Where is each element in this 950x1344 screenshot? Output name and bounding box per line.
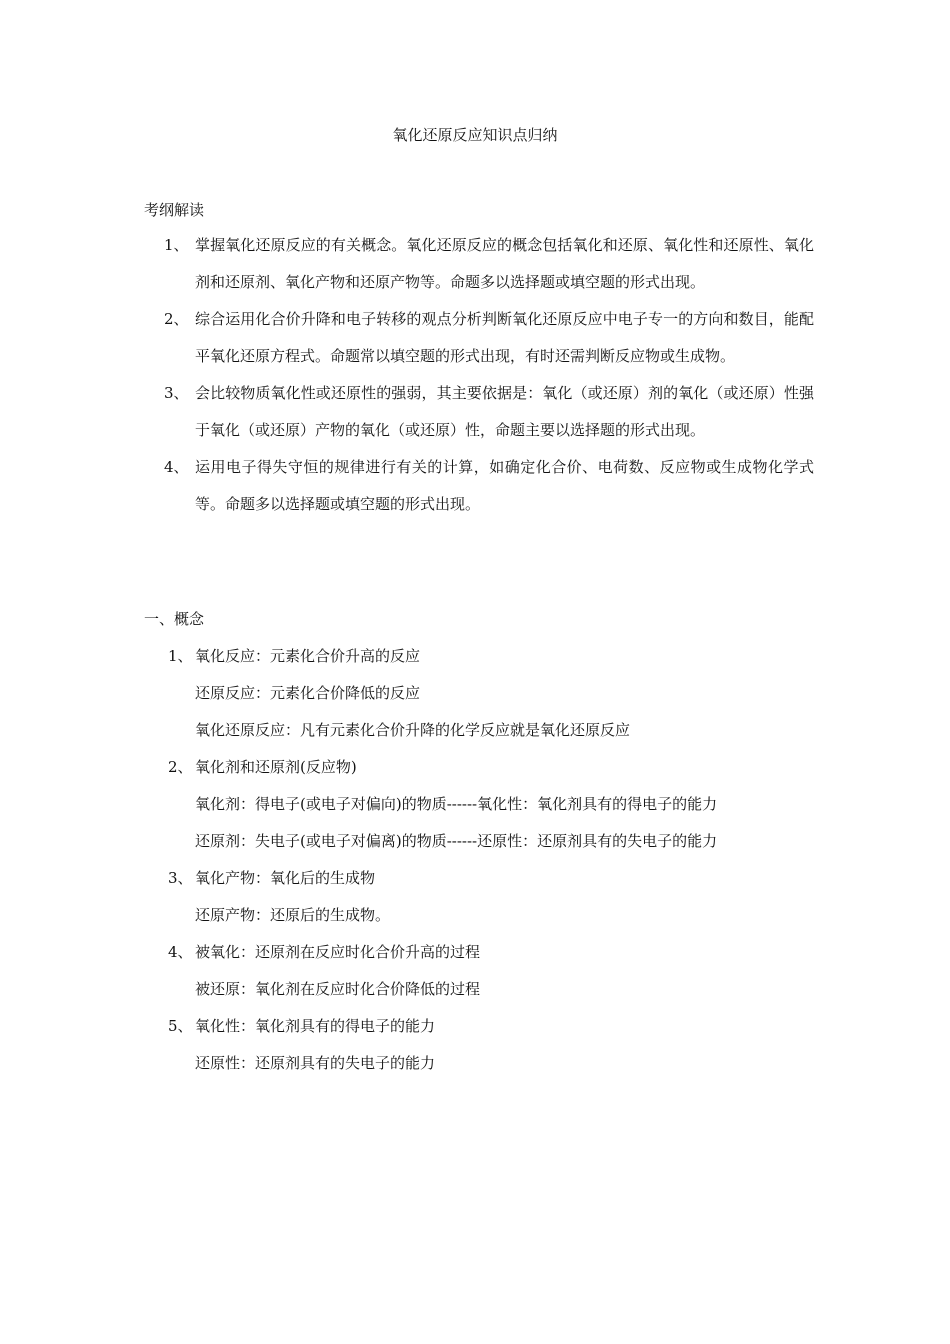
syllabus-heading: 考纲解读 xyxy=(144,201,205,219)
syllabus-item xyxy=(164,301,814,375)
syllabus-item-number: 3、 xyxy=(164,384,189,402)
concept-line xyxy=(168,638,808,675)
concept-number: 4、 xyxy=(168,943,193,961)
document-title: 氧化还原反应知识点归纳 xyxy=(392,126,558,144)
syllabus-item-number: 2、 xyxy=(164,310,189,328)
syllabus-item-text: 综合运用化合价升降和电子转移的观点分析判断氧化还原反应中电子专一的方向和数目，能配平氧化还原方程式。命题常以填空题的形式出现，有时还需判断反应物或生成物。 xyxy=(195,310,814,365)
concept-line: 还原反应：元素化合价降低的反应 xyxy=(195,684,421,702)
syllabus-item-text: 运用电子得失守恒的规律进行有关的计算，如确定化合价、电荷数、反应物或生成物化学式等。命题多以选择题或填空题的形式出现。 xyxy=(195,458,814,513)
concept-line: 还原产物：还原后的生成物。 xyxy=(195,906,391,924)
concept-number: 5、 xyxy=(168,1017,193,1035)
concept-text: 氧化剂和还原剂(反应物) xyxy=(195,758,357,776)
concept-line: 被还原：氧化剂在反应时化合价降低的过程 xyxy=(195,980,481,998)
syllabus-item xyxy=(164,449,814,523)
concept-line: 氧化还原反应：凡有元素化合价升降的化学反应就是氧化还原反应 xyxy=(195,721,631,739)
syllabus-item-text: 会比较物质氧化性或还原性的强弱，其主要依据是：氧化（或还原）剂的氧化（或还原）性强于氧化（或还原）产物的氧化（或还原）性，命题主要以选择题的形式出现。 xyxy=(195,384,814,439)
concept-text: 氧化反应：元素化合价升高的反应 xyxy=(195,647,421,665)
concept-line xyxy=(168,749,808,786)
concept-line: 还原性：还原剂具有的失电子的能力 xyxy=(195,1054,436,1072)
concepts-list xyxy=(168,638,808,1082)
syllabus-item-number: 1、 xyxy=(164,236,189,254)
syllabus-list xyxy=(164,227,814,523)
concept-text: 氧化产物：氧化后的生成物 xyxy=(195,869,376,887)
concept-line xyxy=(168,934,808,971)
concept-number: 1、 xyxy=(168,647,193,665)
concept-number: 3、 xyxy=(168,869,193,887)
concept-line xyxy=(168,860,808,897)
concept-line xyxy=(168,1008,808,1045)
concept-text: 被氧化：还原剂在反应时化合价升高的过程 xyxy=(195,943,481,961)
concept-line: 还原剂：失电子(或电子对偏离)的物质------还原性：还原剂具有的失电子的能力 xyxy=(195,832,718,850)
syllabus-item-number: 4、 xyxy=(164,458,189,476)
concepts-heading: 一、概念 xyxy=(144,610,205,628)
syllabus-item xyxy=(164,375,814,449)
syllabus-item xyxy=(164,227,814,301)
concept-text: 氧化性：氧化剂具有的得电子的能力 xyxy=(195,1017,436,1035)
concept-number: 2、 xyxy=(168,758,193,776)
concept-line: 氧化剂：得电子(或电子对偏向)的物质------氧化性：氧化剂具有的得电子的能力 xyxy=(195,795,718,813)
syllabus-item-text: 掌握氧化还原反应的有关概念。氧化还原反应的概念包括氧化和还原、氧化性和还原性、氧化剂和还原剂、氧化产物和还原产物等。命题多以选择题或填空题的形式出现。 xyxy=(195,236,814,291)
